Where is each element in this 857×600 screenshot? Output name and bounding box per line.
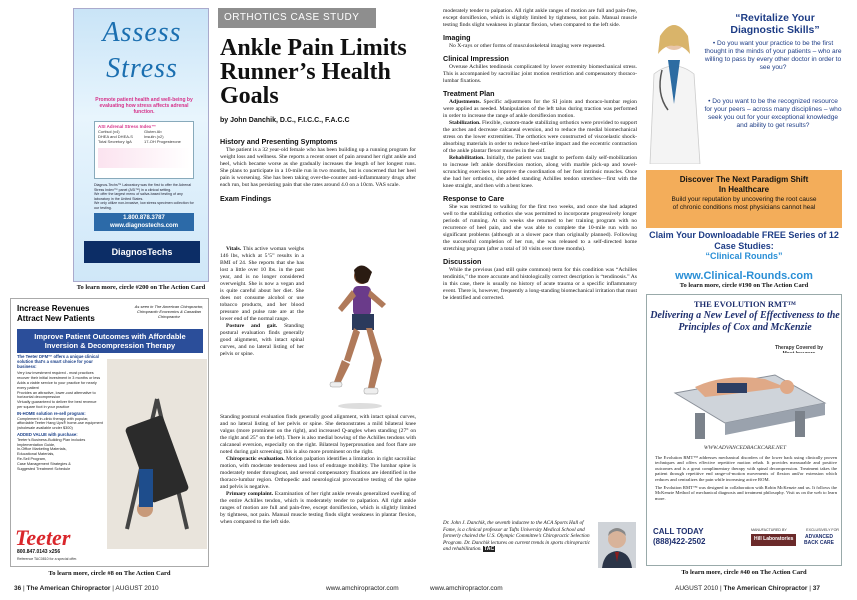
teeter-banner: Improve Patient Outcomes with Affordable Inversion & Decompression Therapy xyxy=(17,329,203,353)
clinical-rounds-title: “Clinical Rounds” xyxy=(705,251,783,261)
runner-photo xyxy=(308,256,414,412)
teeter-body xyxy=(17,355,103,471)
imaging-heading: Imaging xyxy=(443,33,471,42)
rmt-caption: To learn more, circle #40 on The Action Card xyxy=(681,569,807,576)
band-text: Build your reputation by uncovering the root cause of chronic conditions most physicians cannot heal xyxy=(671,196,817,211)
teeter-added-item: Teeter’s Business-Building Plan includes Implementation Guide, xyxy=(17,437,86,447)
asi-panel-graphic xyxy=(98,148,190,168)
teeter-bullet: Provides an attractive, lower-cost alternative to horizontal decompression xyxy=(17,390,96,400)
left-publication: The American Chiropractor xyxy=(26,585,111,592)
rmt-mfg-label: MANUFACTURED BY xyxy=(751,528,787,532)
advanced-back-care-logo: ADVANCED BACK CARE xyxy=(804,534,834,546)
rmt-therapy-covered: Therapy Covered by xyxy=(774,345,824,351)
clinical-rounds-url[interactable]: www.Clinical-Rounds.com xyxy=(675,270,813,280)
right-folio-url: www.amchiropractor.com xyxy=(430,585,503,592)
posture-lead: Posture and gait. xyxy=(226,323,278,329)
diagnostechs-logo: DiagnosTechs xyxy=(84,241,200,263)
teeter-bullet: Very low investment required - most practices recover their initial investment in 3 months or less xyxy=(17,371,101,381)
teeter-added-item: Case Management Strategies & xyxy=(17,461,71,466)
article-column-2 xyxy=(443,8,637,576)
exam-heading: Exam Findings xyxy=(220,194,272,203)
rmt-title: THE EVOLUTION RMT™ xyxy=(693,299,797,309)
adjust-lead: Adjustments. xyxy=(449,99,481,105)
assess-phone-box[interactable] xyxy=(94,213,194,231)
article-column-1-bottom xyxy=(220,414,416,580)
teeter-bullet: Adds a viable service to your practice for nearly every patient xyxy=(17,380,97,390)
posture-text-a: Standing postural evaluation finds generally good alignment, with intact spinal curves, and no lateral listing of her pelvis or spine. xyxy=(220,323,304,357)
teeter-inhome-head: IN-HOME solution re-sell program: xyxy=(17,410,86,416)
rmt-body-1: The Evolution RMT™ addresses mechanical disorders of the lower back using clinically proven techniques and offers effective repetitive motion rehab. It provides measurable and positive outcomes and is a great complimentary therapy with spinal decompression. Treatment takes the patient through repetitive end range-of-motion movements of flexion and/or extension which reduces and centralizes the pain while increasing active ROM. xyxy=(655,455,837,482)
vitals-text: This active woman weighs 146 lbs, which at 5’5” results in a BMI of 24. She reports that she has lost a little over 10 lbs. in the past year, and is no longer considered overweight. She is now a vegan and is quite careful about her diet. She does not consume alcohol or use tobacco products, and her blood pressure and pulse rate are at the lower end of the normal range. xyxy=(220,246,304,322)
rmt-table-photo xyxy=(655,353,837,443)
teeter-added-item: Educational Materials, xyxy=(17,452,55,457)
teeter-added-item: In-Office Marketing Materials, xyxy=(17,447,67,452)
teeter-added-item: Suggested Treatment Schedule xyxy=(17,466,71,471)
asi-item: DHEA and DHEA-S xyxy=(98,134,133,139)
asi-item: Cortisol (x4) xyxy=(98,129,120,134)
adjust-text: Specific adjustments for the SI joints and thoraco-lumbar region were applied as needed. Manipulation of the left talus during traction was performed in order to increase the range of ankle dorsiflexion motion. xyxy=(443,99,637,119)
assess-blurb xyxy=(94,183,194,211)
band-title: Discover The Next Paradigm Shift In Healthcare xyxy=(679,175,809,194)
teeter-bullet: Virtually guaranteed to deliver the best revenue per square foot in your practice xyxy=(17,400,97,409)
asi-item: Total Secretory IgA xyxy=(98,139,132,144)
primary-text: Examination of her right ankle reveals generalized swelling of the entire Achilles tendon, which is moderately tender to palpation. All right ankle ranges of motion are full and pain-free, except dorsiflexion, which is slightly limited by tightness, not pain. Manual muscle testing finds slight weakness in plantar flexion, when compared to the left side. xyxy=(220,491,416,525)
right-date: AUGUST 2010 xyxy=(675,585,719,592)
right-page-number: 37 xyxy=(812,585,821,592)
assess-blurb-3: We only utilize non-invasive, low stress specimen collection for our testing. xyxy=(94,201,194,210)
right-publication: The American Chiropractor xyxy=(723,585,808,592)
posture-text: Standing postural evaluation finds generally good alignment, with intact spinal curves, and no lateral listing of her pelvis or spine. She demonstrates a mild bilateral knee valgus (more prominent on the right), and increased Q-angles when standing (27° on the right and 25° on the left). There is also medial bowing of the Achilles tendons with calcaneal eversion, especially on the right. Bilateral hyperpronation and foot flare are noted during gait screening; this is also more prominent on the right. xyxy=(220,414,416,455)
chiro-text: Motion palpation identifies a limitation in right sacroiliac motion, with moderate tenderness and loss of endrange mobility. The lumbar spine is moderately tender throughout, and several compensatory fixations are identified in the thoraco-lumbar region. Orthopedic and neurological provocative testing of the spine and pelvis is negative. xyxy=(220,456,416,490)
clinical-heading: Clinical Impression xyxy=(443,54,509,63)
response-text: She was restricted to walking for the first two weeks, and once she had adapted well to the stabilizing orthotics she was permitted to incorporate progressively longer periods of running. At six weeks she returned to her training program with no recurrence of heel pain, and she was able to complete the 10-mile run with no significant problems (although at a slower pace than originally planned). Following the successful completion of her run, she was released to a self-directed home stretching program (after a total of 10 visits over three months). xyxy=(443,204,637,252)
teeter-as-seen: As seen in The American Chiropractor, Chiropractic Economics & Canadian Chiropractor xyxy=(134,304,204,319)
teeter-phone[interactable]: 800.847.0143 x256 xyxy=(17,549,61,555)
history-heading: History and Presenting Symptoms xyxy=(220,137,338,146)
assess-tagline: Promote patient health and well-being by evaluating how stress affects adrenal function. xyxy=(95,97,193,115)
revitalize-headline: “Revitalize Your Diagnostic Skills” xyxy=(730,12,820,36)
teeter-added-head: ADDED VALUE with purchase: xyxy=(17,431,78,437)
teeter-headline-1: Increase Revenues xyxy=(17,304,90,313)
vitals-lead: Vitals. xyxy=(226,246,242,252)
article-title: Ankle Pain Limits Runner’s Health Goals xyxy=(220,35,407,109)
asi-panel xyxy=(94,121,194,179)
stab-lead: Stabilization. xyxy=(449,120,481,126)
treatment-heading: Treatment Plan xyxy=(443,89,495,98)
inversion-table-photo xyxy=(107,359,207,549)
stress-word: Stress xyxy=(106,53,178,84)
revitalize-bullet-2: • Do you want to be the recognized resource for your peers – across many disciplines – who seek you out for your exceptional knowledge and ability to get results? xyxy=(704,98,842,129)
left-page-number: 36 xyxy=(14,585,22,592)
rmt-body-2: The Evolution RMT™ was designed in collaboration with Robin McKenzie and us. It follows the McKenzie Method of mechanical diagnosis and treatment philosophy. Visit us on the web to learn more. xyxy=(655,485,837,501)
primary-text-cont: moderately tender to palpation. All right ankle ranges of motion are full and pain-free, except dorsiflexion, which is slightly limited by tightness, not pain. Manual muscle testing finds slight weakness in plantar flexion, when compared to the left side. xyxy=(443,8,637,28)
assess-blurb-1: Diagnos-Techs™ Laboratory was the first to offer the Adrenal Stress Index™ panel (ASI™) in a clinical setting. xyxy=(94,183,192,192)
discussion-heading: Discussion xyxy=(443,257,482,266)
stab-text: Flexible, custom-made stabilizing orthotics were provided to support the arches and decrease calcaneal eversion, and to reduce the medial biomechanical stress on the lower extremities. The orthotics were constructed of viscoelastic shock-absorbing materials in order to reduce heel-strike impact and the eccentric contraction of the ankle plantar flexor muscles in the calf. xyxy=(443,120,637,154)
left-folio-url: www.amchiropractor.com xyxy=(326,585,399,592)
assess-stress-ad[interactable] xyxy=(73,8,209,282)
teeter-ad[interactable] xyxy=(10,298,209,567)
teeter-caption: To learn more, circle #8 on The Action Card xyxy=(48,570,171,577)
rmt-phone: (888)422-2502 xyxy=(653,537,706,546)
rmt-site[interactable]: WWW.ADVANCEDBACKCARE.NET xyxy=(703,445,787,451)
teeter-logo: Teeter xyxy=(15,525,71,550)
chiro-lead: Chiropractic evaluation. xyxy=(226,456,285,462)
primary-lead: Primary complaint. xyxy=(226,491,274,497)
tac-badge: TAC xyxy=(484,546,495,553)
evolution-rmt-ad[interactable] xyxy=(646,294,842,566)
left-folio: 36 | The American Chiropractor | AUGUST 2010 xyxy=(14,585,159,592)
section-kicker: ORTHOTICS CASE STUDY xyxy=(218,8,376,28)
hill-labs-logo: Hill Laboratories xyxy=(751,534,796,546)
article-byline: by John Danchik, D.C., F.I.C.C., F.A.C.C xyxy=(220,117,350,124)
teeter-headline xyxy=(17,304,127,324)
teeter-reference: Reference TAC0810 for a special offer. xyxy=(17,557,78,561)
teeter-inhome-text: Complement in-clinic therapy with popular, affordable Teeter Hang Ups® home-use equipment (wholesale available under $300) xyxy=(17,416,103,431)
imaging-text: No X-rays or other forms of musculoskeletal imaging were requested. xyxy=(449,43,606,49)
asi-item: Insulin (x2) xyxy=(144,134,164,139)
asi-item: Gluten Ab xyxy=(144,129,162,134)
assess-web: www.diagnostechs.com xyxy=(109,223,179,229)
clinical-rounds-ad[interactable] xyxy=(646,8,842,280)
author-bio xyxy=(443,520,593,576)
rmt-logos xyxy=(751,528,839,550)
assess-blurb-2: We offer the largest menu of saliva-based testing of any laboratory in the United States. xyxy=(94,192,183,201)
rehab-lead: Rehabilitation. xyxy=(449,155,485,161)
doctor-photo xyxy=(646,14,704,164)
rmt-call[interactable] xyxy=(653,527,705,547)
assess-caption: To learn more, circle #200 on The Action Card xyxy=(76,284,206,291)
rmt-subtitle: Delivering a New Level of Effectiveness to the Principles of Cox and McKenzie xyxy=(650,310,840,333)
asi-panel-title: ASI Adrenal Stress Index™ xyxy=(98,124,156,129)
left-date: AUGUST 2010 xyxy=(115,585,159,592)
claim-text: Claim Your Downloadable FREE Series of 12 Case Studies: xyxy=(649,230,839,251)
rmt-call-label: CALL TODAY xyxy=(653,527,704,536)
asi-item: 17-OH Progesterone xyxy=(144,139,181,144)
rmt-body xyxy=(655,455,837,501)
rmt-excl-label: EXCLUSIVELY FOR xyxy=(806,528,839,532)
paradigm-band xyxy=(646,170,842,228)
rehab-text: Initially, the patient was taught to perform daily self-mobilization to increase left ankle dorsiflexion motion, along with marble pick-up and towel-scrunching exercises to improve the coordination of her foot intrinsic muscles. Once she had her orthotics, she added standing Achilles tendon stretches—first with the knee straight, and then with a bent knee. xyxy=(443,155,637,189)
assess-word: Assess xyxy=(102,17,182,48)
history-text: The patient is a 32 year-old female who has been building up a running program for weight loss and wellness. She reports a recent onset of pain around her right ankle and heel, which became worse as she gradually increases the length of her longest runs. She plans to participate in a 10-mile run in two months, but is concerned that her heel pain is worsening. She has been taking over-the-counter anti-inflammatory drugs after each run, but has persisting pain that she rates around 4.0 on a 10cm. VAS scale. xyxy=(220,147,416,188)
teeter-headline-2: Attract New Patients xyxy=(17,314,95,323)
clinical-text: Overuse Achilles tendinosis complicated by lower extremity biomechanical stress. This is accompanied by sacroiliac joint motion restriction and compensatory thoraco-lumbar fixations. xyxy=(443,64,637,84)
assess-phone: 1.800.878.3787 xyxy=(123,215,165,221)
right-folio: AUGUST 2010 | The American Chiropractor | 37 xyxy=(675,585,821,592)
response-heading: Response to Care xyxy=(443,194,505,203)
article-column-1-narrow xyxy=(220,246,304,414)
author-bio-text: Dr. John J. Danchik, the seventh inductee to the ACA Sports Hall of Fame, is a clinical professor at Tufts University Medical School and formerly chaired the U.S. Olympic Committee’s Chiropractic Selection Program. Dr. Danchik lectures on current trends in sports chiropractic and rehabilitation. xyxy=(443,520,591,553)
teeter-added-item: Re-Sell Program, xyxy=(17,456,47,461)
teeter-intro: The Teeter DFM™ offers a unique clinical solution that’s a smart choice for your business: xyxy=(17,354,99,369)
discussion-text: While the previous (and still quite common) term for this condition was “Achilles tendinitis,” the more accurate and histologically correct description is “tendinosis.” As in this case, there is usually no history of acute trauma or a specific inflammatory event. There is, however, frequently a long-standing biomechanical irritation that must be identified and corrected. xyxy=(443,267,637,301)
article-column-1-top xyxy=(220,133,416,233)
clinical-rounds-caption: To learn more, circle #190 on The Action Card xyxy=(679,282,809,289)
author-photo xyxy=(598,522,636,568)
claim-free-series xyxy=(646,230,842,262)
revitalize-bullet-1: • Do you want your practice to be the first thought in the minds of your patients – who are willing to pass by every other doctor in order to see you? xyxy=(704,40,842,71)
